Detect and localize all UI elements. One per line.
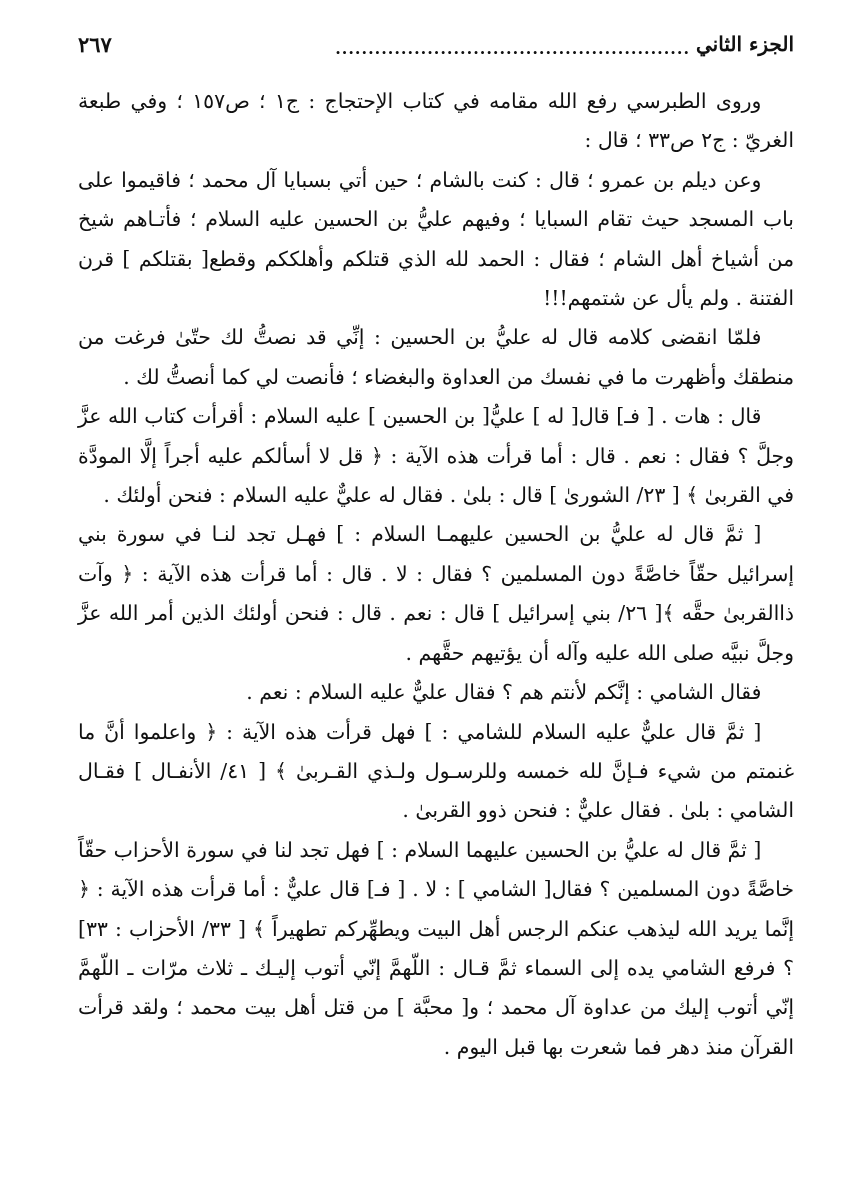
paragraph-shami-question: فقال الشامي : إنَّكم لأنتم هم ؟ فقال عليٌّ عليه السلام : نعم .: [246, 680, 762, 705]
paragraph-narration: وعن ديلم بن عمرو ؛ قال : كنت بالشام ؛ حين أتي بسبايا آل محمد ؛ فاقيموا على باب المسجد حيث تقام السبايا ؛ وفيهم عليُّ بن الحسين عليه السلام ؛ فأتـاهم شيخ من أشياخ أهل الشام ؛ فقال : الحمد لله الذي قتلكم وأهلككم وقطع[ بقتلكم ] قرن الفتنة . ولم يأل عن شتمهم!!!: [78, 167, 794, 311]
volume-title: الجزء الثاني: [696, 32, 794, 56]
running-header: [78, 22, 794, 66]
paragraph-reply: فلمّا انقضى كلامه قال له عليُّ بن الحسين : إنِّي قد نصتُّ لك حتّىٰ فرغت من منطقك وأظهرت ما في نفسك من العداوة والبغضاء ؛ فأنصت لي كما أنصتُّ لك .: [78, 325, 794, 389]
page-number: ٢٦٧: [78, 31, 112, 57]
leader-dots: ......................................................: [335, 38, 691, 58]
paragraph-intro: وروى الطبرسي رفع الله مقامه في كتاب الإحتجاج : ج١ ؛ ص١٥٧ ؛ وفي طبعة الغريّ : ج٢ ص٣٣ ؛ قال :: [78, 89, 794, 153]
paragraph-anfal: [ ثمَّ قال عليٌّ عليه السلام للشامي : ] فهل قرأت هذه الآية : ﴿ واعلموا أنَّ ما غنمتم من شيء فـإنَّ لله خمسه وللرسـول ولـذي القـربىٰ ﴾ [ ٤١/ الأنفـال ] فقـال الشامي : بلىٰ . فقال عليٌّ : فنحن ذوو القربىٰ .: [78, 719, 795, 823]
paragraph-bani-israil: [ ثمَّ قال له عليُّ بن الحسين عليهمـا السلام : ] فهـل تجد لنـا في سورة بني إسرائيل حقّاً خاصَّةً دون المسلمين ؟ فقال : لا . قال : أما قرأت هذه الآية : ﴿ وآت ذاالقربىٰ حقَّه ﴾[ ٢٦/ بني إسرائيل ] قال : نعم . قال : فنحن أولئك الذين أمر الله عزَّ وجلَّ نبيَّه صلى الله عليه وآله أن يؤتيهم حقَّهم .: [78, 522, 795, 665]
document-page: [78, 22, 794, 1067]
paragraph-ahzab: [ ثمَّ قال له عليُّ بن الحسين عليهما السلام : ] فهل تجد لنا في سورة الأحزاب حقّاً خاصَّةً دون المسلمين ؟ فقال[ الشامي ] : لا . [ فـ] قال عليٌّ : أما قرأت هذه الآية : ﴿ إنَّما يريد الله ليذهب عنكم الرجس أهل البيت ويطهِّركم تطهيراً ﴾ [ ٣٣/ الأحزاب : ٣٣] ؟ فرفع الشامي يده إلى السماء ثمَّ قـال : اللّهمَّ إنّي أتوب إليـك ـ ثلاث مرّات ـ اللّهمَّ إنّي أتوب إليك من عداوة آل محمد ؛ و[ محبَّة ] من قتل أهل بيت محمد ؛ ولقد قرأت القرآن منذ دهر فما شعرت بها قبل اليوم .: [78, 837, 794, 1059]
page-body: [78, 82, 794, 1067]
paragraph-qurba: قال : هات . [ فـ] قال[ له ] عليُّ[ بن الحسين ] عليه السلام : أقرأت كتاب الله عزَّ وجلَّ ؟ فقال : نعم . قال : أما قرأت هذه الآية : ﴿ قل لا أسألكم عليه أجراً إلَّا المودَّة في القربىٰ ﴾ [ ٢٣/ الشورىٰ ] قال : بلىٰ . فقال له عليٌّ عليه السلام : فنحن أولئك .: [78, 404, 794, 508]
